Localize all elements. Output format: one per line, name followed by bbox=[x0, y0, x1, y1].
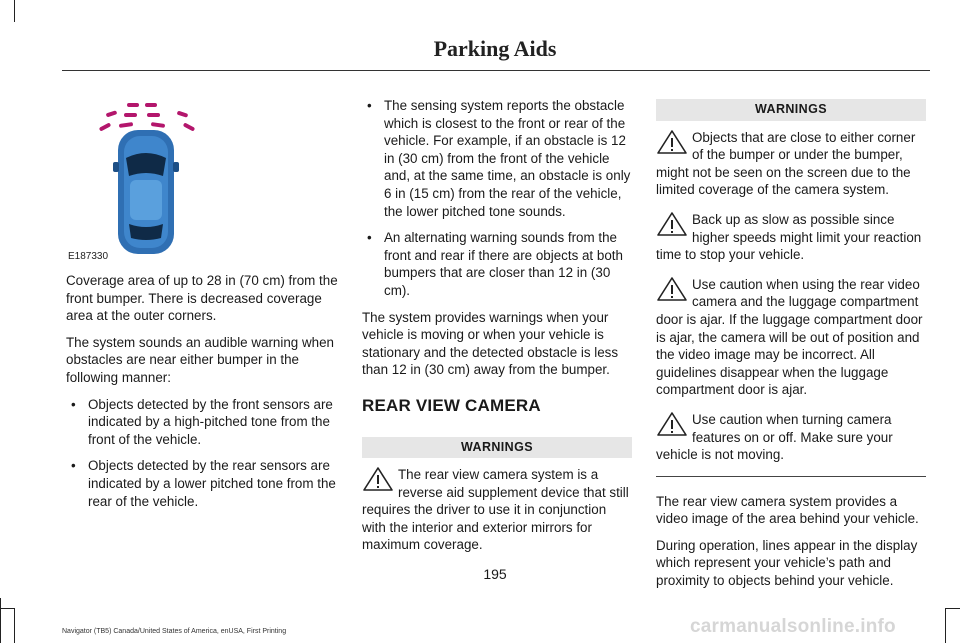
paragraph: Coverage area of up to 28 in (70 cm) from the front bumper. There is decreased coverage area at the outer corners. bbox=[66, 273, 338, 324]
header-rule bbox=[62, 70, 930, 71]
crop-mark bbox=[14, 0, 15, 22]
warning-text: Use caution when turning camera features on or off. Make sure your vehicle is not moving. bbox=[656, 411, 893, 463]
list-item: • The sensing system reports the obstacle which is closest to the front or rear of the vehicle. For example, if an obstacle is 12 in (30 cm) from the front of the vehicle and, at the same time, an obstacle is only 6 in (15 cm) from the rear of the vehicle, the lower pitched tone sounds. bbox=[362, 97, 632, 220]
column-3 bbox=[656, 99, 926, 599]
figure-caption: E187330 bbox=[68, 251, 109, 263]
list-item: • Objects detected by the rear sensors are indicated by a lower pitched tone from the rear of the vehicle. bbox=[66, 457, 338, 510]
warning-triangle-icon bbox=[656, 411, 688, 437]
crop-mark bbox=[0, 598, 1, 643]
list-item: • Objects detected by the front sensors are indicated by a high-pitched tone from the front of the vehicle. bbox=[66, 396, 338, 449]
warnings-header: WARNINGS bbox=[656, 99, 926, 121]
paragraph: The system sounds an audible warning when obstacles are near either bumper in the following manner: bbox=[66, 334, 334, 385]
column-2 bbox=[362, 97, 632, 566]
warnings-end-rule bbox=[656, 476, 926, 477]
warnings-header: WARNINGS bbox=[362, 437, 632, 459]
column-1 bbox=[66, 96, 338, 519]
crop-mark bbox=[0, 608, 14, 609]
warning-item bbox=[656, 211, 926, 264]
crop-mark bbox=[945, 608, 946, 643]
warning-item bbox=[656, 276, 926, 399]
warning-triangle-icon bbox=[656, 129, 688, 155]
section-heading: REAR VIEW CAMERA bbox=[362, 395, 541, 415]
paragraph: The rear view camera system provides a video image of the area behind your vehicle. bbox=[656, 493, 919, 527]
warning-item bbox=[656, 411, 926, 464]
list-item: • An alternating warning sounds from the front and rear if there are objects at both bumpers that are closer than 12 in (30 cm). bbox=[362, 229, 632, 299]
page-title: Parking Aids bbox=[433, 36, 557, 61]
warning-triangle-icon bbox=[656, 276, 688, 302]
bullet-list bbox=[66, 396, 338, 511]
warning-text: Objects that are close to either corner of the bumper or under the bumper, might not be seen on the screen due to the limited coverage of the camera system. bbox=[656, 129, 916, 198]
paragraph: The system provides warnings when your vehicle is moving or when your vehicle is stationary and the detected obstacle is less than 12 in (30 cm) away from the bumper. bbox=[362, 309, 619, 378]
warning-text: Back up as slow as possible since higher speeds might limit your reaction time to stop your vehicle. bbox=[656, 211, 922, 263]
warning-text: Use caution when using the rear video camera and the luggage compartment door is ajar. If the luggage compartment door is ajar, the camera will be out of position and the video image may be incorrect. All guidelines disappear when the luggage compartment door is ajar. bbox=[656, 276, 923, 398]
car-sensor-icon bbox=[66, 96, 228, 268]
warning-item bbox=[362, 466, 632, 554]
watermark: carmanualsonline.info bbox=[690, 616, 896, 637]
parking-sensor-figure bbox=[66, 96, 228, 268]
warning-triangle-icon bbox=[656, 211, 688, 237]
warning-text: The rear view camera system is a reverse aid supplement device that still requires the driver to use it in conjunction with the interior and exterior mirrors for maximum coverage. bbox=[362, 467, 629, 553]
crop-mark bbox=[946, 608, 960, 609]
bullet-list bbox=[362, 97, 632, 300]
footer-text: Navigator (TB5) Canada/United States of America, enUSA, First Printing bbox=[62, 628, 287, 635]
paragraph: During operation, lines appear in the display which represent your vehicle’s path and proximity to objects behind your vehicle. bbox=[656, 537, 918, 589]
warning-triangle-icon bbox=[362, 466, 394, 492]
crop-mark bbox=[14, 608, 15, 643]
warning-item bbox=[656, 129, 926, 199]
page-number: 195 bbox=[483, 566, 507, 582]
